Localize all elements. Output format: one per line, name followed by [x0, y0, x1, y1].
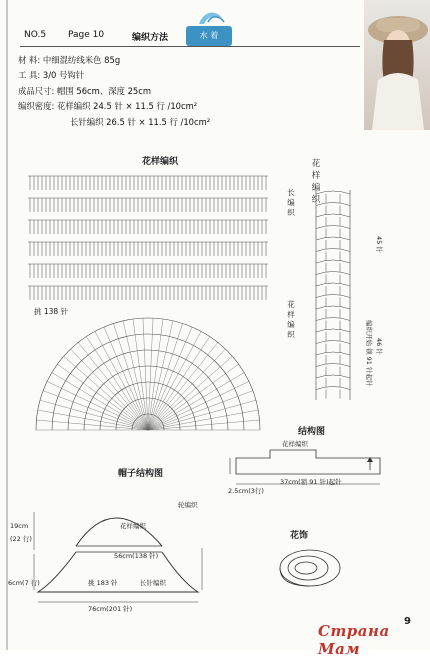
radial-stitch: [113, 323, 148, 430]
structure-width: 2.5cm(3行): [228, 487, 264, 495]
chain-note: 编织开始 锁 91 针起针: [365, 320, 373, 387]
hat-structure-title: 帽子结构图: [118, 469, 164, 479]
binding-rule: [6, 0, 8, 650]
hat-height: 19cm: [10, 522, 29, 530]
hat-edge-label: 轮编织: [178, 501, 198, 509]
radial-stitch: [47, 381, 148, 430]
hat-pick-up: 挑 183 针: [88, 579, 118, 587]
spec-gauge-long: 长针编织 26.5 针 × 11.5 行 /10cm²: [70, 117, 211, 127]
arch-stitch: [316, 191, 350, 194]
radial-stitch: [71, 349, 148, 430]
swirl-decoration-icon: [196, 8, 226, 28]
radial-stitch: [143, 318, 148, 430]
arch-stitch: [316, 352, 350, 355]
spec-materials: 材 料: 中细混纺线米色 85g: [18, 55, 121, 65]
arch-stitch: [316, 375, 350, 378]
spec-tools: 工 具: 3/0 号钩针: [18, 70, 85, 80]
rows-45-label: 45 针: [375, 236, 383, 253]
radial-stitch: [148, 420, 260, 430]
radial-stitch: [148, 381, 249, 430]
radial-stitch: [148, 323, 183, 430]
arch-stitch: [316, 318, 350, 321]
radial-stitch: [148, 318, 153, 430]
structure-measure: 37cm(锁 91 针)起针: [280, 478, 342, 486]
flower-icon: [276, 546, 346, 590]
radial-stitch: [57, 364, 148, 430]
radial-stitch: [148, 349, 225, 430]
spec-gauge-pattern: 编织密度: 花样编织 24.5 针 × 11.5 行 /10cm²: [18, 101, 198, 111]
round-line: [100, 382, 196, 430]
model-photo: [364, 0, 430, 130]
arch-stitch: [316, 295, 350, 298]
watermark-logo: Страна Мам: [318, 622, 390, 658]
stitch-chart: [28, 168, 288, 440]
chart-title: 花样编织: [142, 157, 179, 167]
arch-stitch: [316, 260, 350, 263]
arch-stitch: [316, 283, 350, 286]
round-line: [68, 350, 228, 430]
radial-stitch: [95, 331, 148, 430]
arch-stitch: [316, 203, 350, 206]
arch-stitch: [316, 237, 350, 240]
long-stitch-label: 长编织: [287, 188, 295, 217]
brand-badge: 水 着: [186, 26, 232, 46]
arch-stitch: [316, 364, 350, 367]
hat-brim: 6cm(7 行): [8, 579, 40, 587]
hat-height-rows: (22 行): [10, 535, 32, 543]
arch-stitch: [316, 249, 350, 252]
spec-size: 成品尺寸: 帽围 56cm、深度 25cm: [18, 86, 152, 96]
page-label: Page 10: [68, 30, 105, 40]
radial-stitch: [148, 331, 201, 430]
radial-stitch: [148, 327, 192, 430]
radial-stitch: [148, 364, 239, 430]
radial-stitch: [104, 327, 148, 430]
arch-stitch: [316, 329, 350, 332]
hat-crown-label: 花样编织: [120, 522, 146, 530]
arch-stitch: [316, 387, 350, 390]
flower-title: 花饰: [290, 531, 309, 541]
section-title: 编织方法: [132, 33, 169, 43]
rows-46-label: 46 针: [375, 338, 383, 355]
arch-stitch: [316, 214, 350, 217]
arch-stitch: [316, 306, 350, 309]
arch-stitch: [316, 341, 350, 344]
hat-circumference: 56cm(138 针): [114, 552, 159, 560]
structure-inner-label: 花样编织: [282, 440, 308, 448]
arch-stitch: [316, 226, 350, 229]
structure-title: 结构图: [298, 427, 326, 437]
right-stitch-chart: [306, 190, 366, 408]
radial-stitch: [148, 400, 256, 430]
model-illustration: [364, 0, 430, 130]
pick-up-label: 挑 138 针: [34, 307, 69, 316]
pattern-stitch-label: 花样编织: [287, 300, 295, 339]
page-number: 9: [404, 616, 411, 627]
hat-bottom-width: 76cm(201 针): [88, 605, 133, 613]
hat-long-stitch: 长针编织: [140, 579, 166, 587]
arch-stitch: [316, 272, 350, 275]
right-chart-title: 花样编织: [311, 159, 321, 205]
radial-stitch: [36, 420, 148, 430]
pattern-number: NO.5: [24, 30, 47, 40]
radial-stitch: [40, 400, 148, 430]
